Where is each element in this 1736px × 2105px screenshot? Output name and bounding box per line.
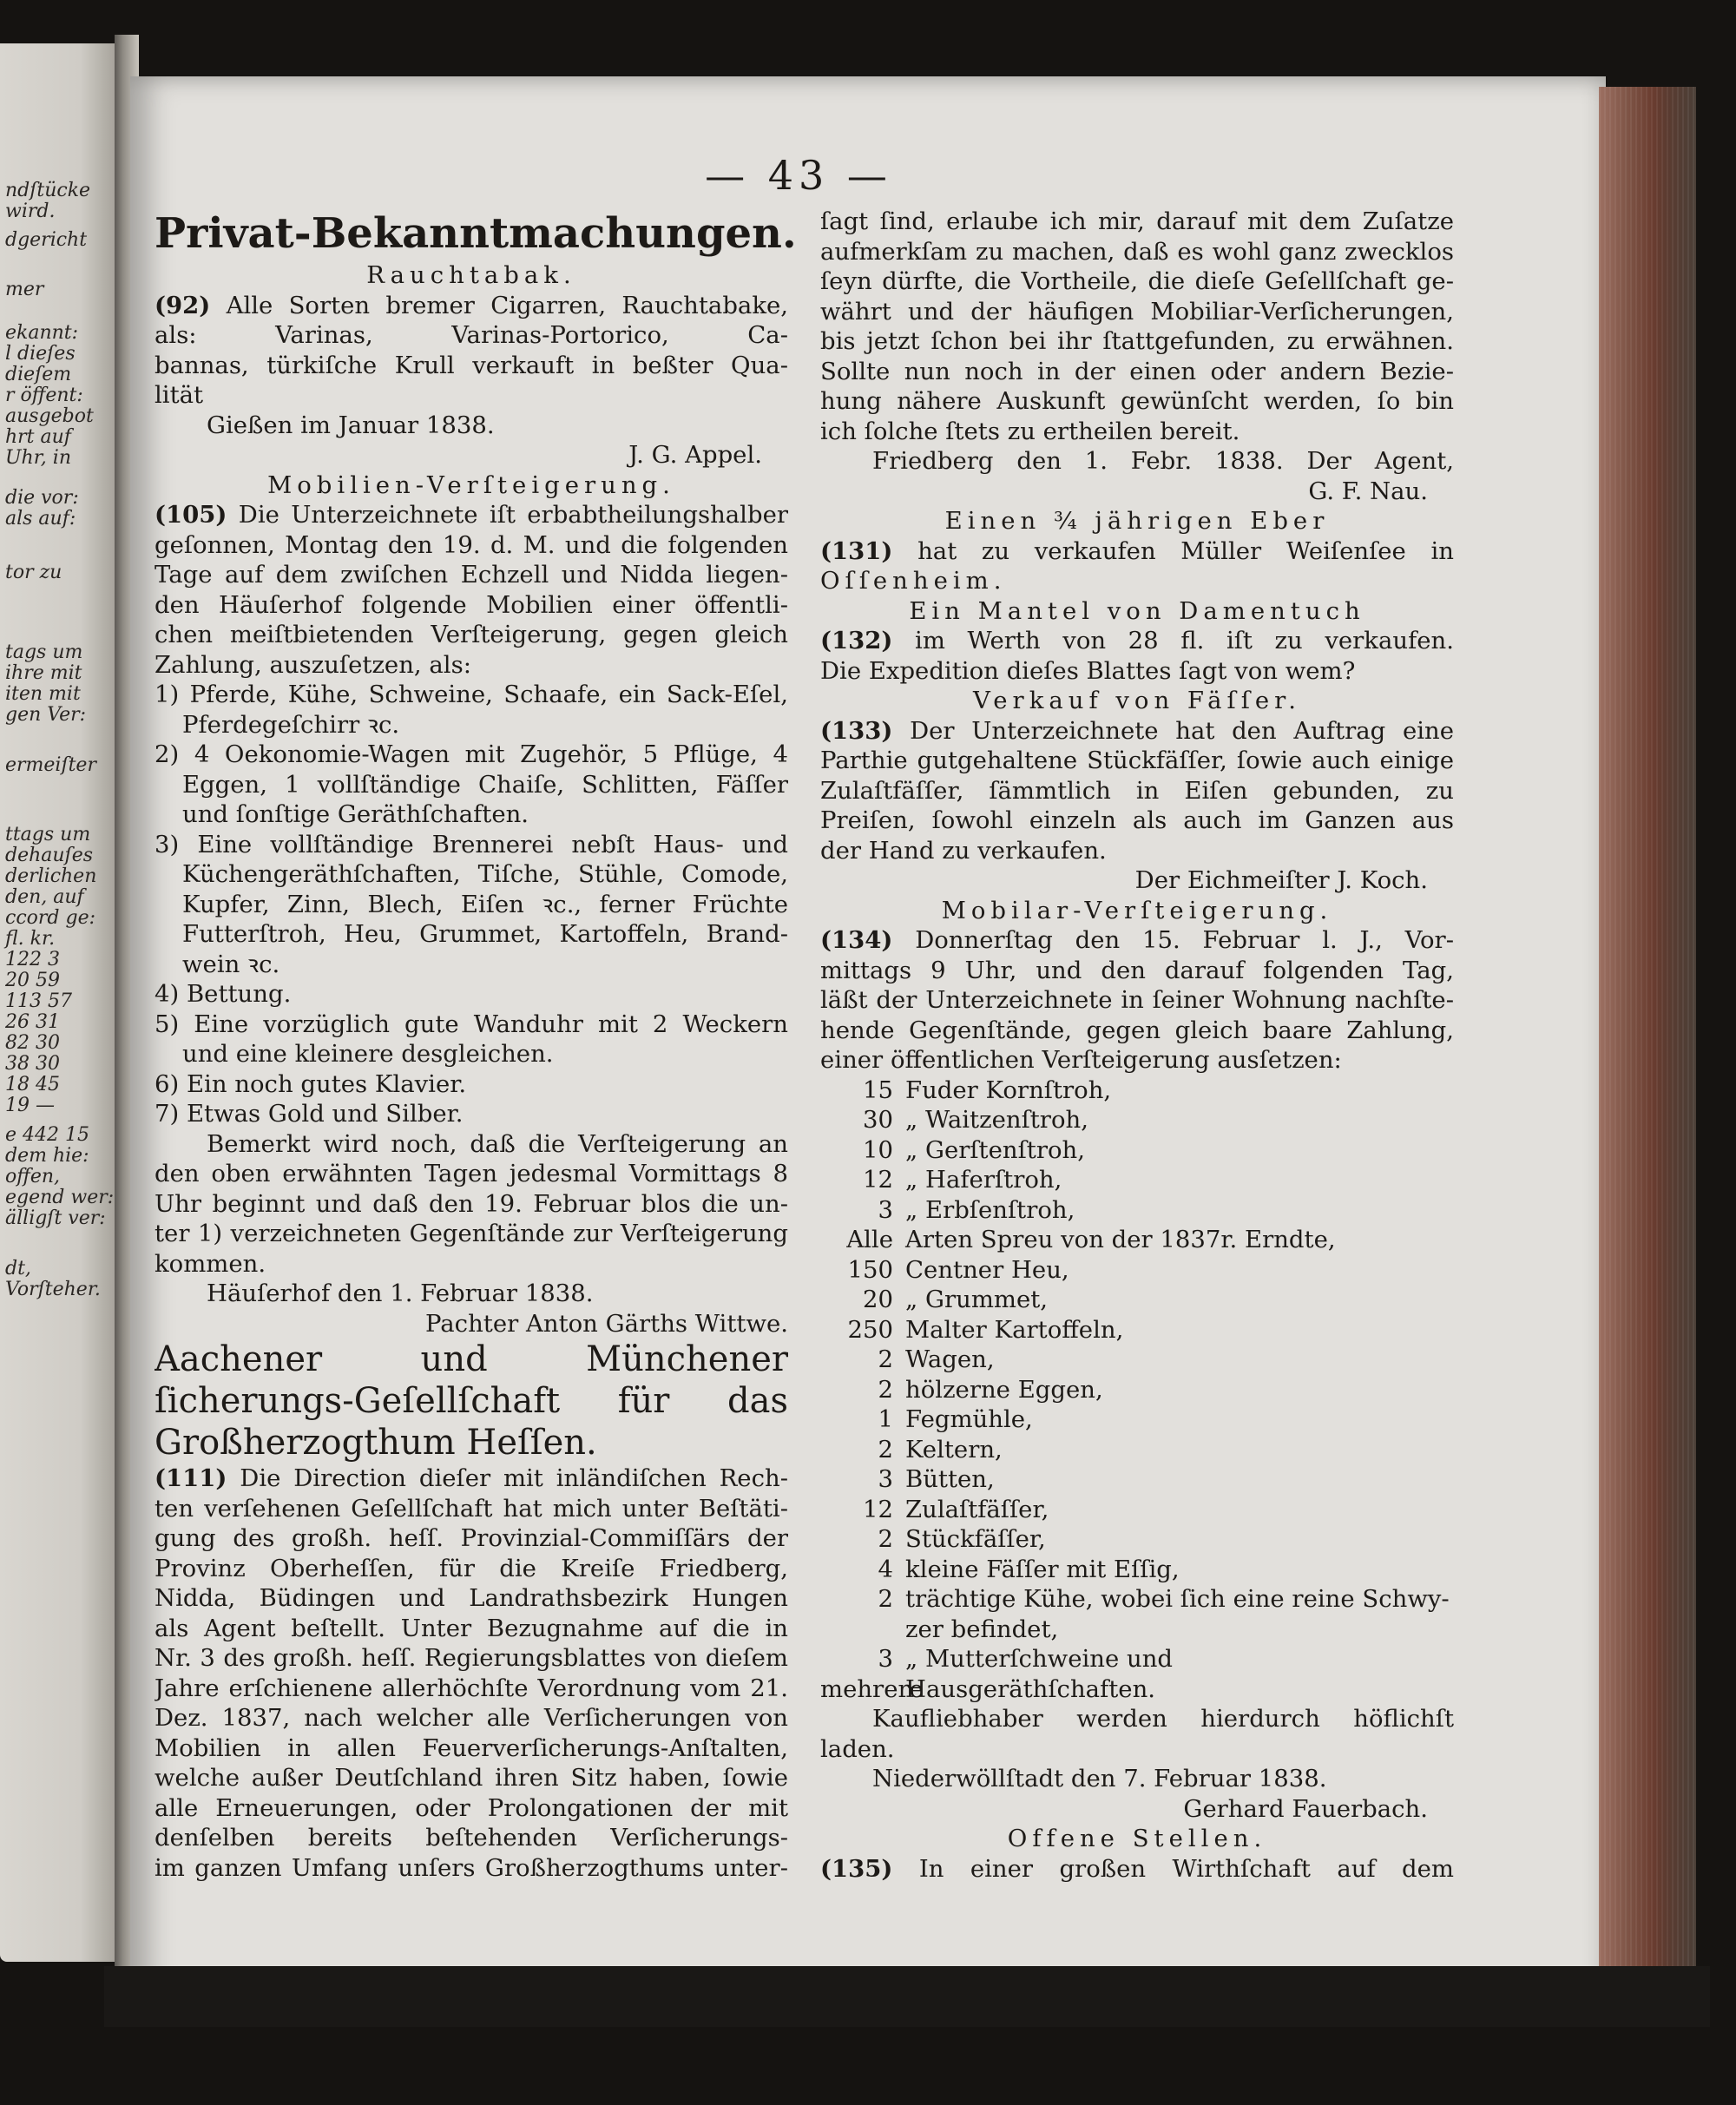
line-text: ich ſolche ſtets zu ertheilen bereit.	[820, 417, 1240, 445]
line-text: Die Unterzeichnete iſt erbabtheilungshalber	[238, 501, 788, 529]
text-line	[155, 1674, 788, 1704]
item-quantity: mehrere	[820, 1674, 924, 1703]
line-text: hende Gegenſtände, gegen gleich baare Zahlung,	[820, 1016, 1454, 1044]
line-text: „ Waitzenſtroh,	[905, 1106, 1088, 1134]
line-text: Mobilien-Verſteigerung.	[267, 470, 675, 499]
line-text: 5) Eine vorzüglich gute Wanduhr mit 2 Weckern	[155, 1010, 788, 1038]
line-text: 6) Ein noch gutes Klavier.	[155, 1069, 467, 1098]
left-page-fragment: ermeiſter	[5, 754, 96, 776]
line-text: Hausgeräthſchaften.	[905, 1674, 1156, 1703]
text-line	[820, 477, 1454, 507]
line-text: Alle Sorten bremer Cigarren, Rauchtabake,	[226, 291, 788, 319]
line-text: bannas, türkiſche Krull verkauft in beßter Qua-	[155, 351, 788, 379]
line-text: Sollte nun noch in der einen oder andern Bezie-	[820, 357, 1454, 385]
text-line	[155, 590, 788, 621]
left-page-fragment: dem hie:	[5, 1145, 89, 1167]
left-page-fragment: 122 3	[5, 949, 60, 970]
line-text: Zulaſtfäſſer,	[905, 1495, 1049, 1523]
line-text: Privat-Bekanntmachungen.	[155, 209, 797, 258]
line-text: Verkauf von Fäſſer.	[972, 687, 1302, 714]
item-quantity: 2	[878, 1375, 893, 1404]
text-line	[155, 207, 797, 260]
text-line	[820, 506, 1454, 536]
text-line	[820, 806, 1454, 836]
notice-number: (92)	[155, 291, 211, 319]
line-text: 1) Pferde, Kühe, Schweine, Schaafe, ein Sack-Eſel,	[155, 681, 788, 708]
text-line	[820, 656, 1454, 687]
text-line	[155, 950, 788, 980]
text-line	[155, 500, 788, 530]
text-line	[155, 1523, 788, 1554]
line-text: Einen ¾ jährigen Eber	[944, 507, 1330, 535]
text-line	[820, 1225, 1454, 1255]
line-text: ter 1) verzeichneten Gegenſtände zur Verſteigerung	[155, 1220, 788, 1247]
text-line	[155, 1099, 788, 1129]
left-page-fragment: ttags um	[5, 824, 91, 845]
text-line	[820, 566, 1454, 596]
line-text: G. F. Nau.	[1308, 477, 1428, 505]
left-page-fragment: 38 30	[5, 1053, 60, 1075]
notice-number: (134)	[820, 926, 893, 954]
text-line	[820, 207, 1454, 237]
line-text: Großherzogthum Heſſen.	[155, 1423, 597, 1463]
line-text: Bemerkt wird noch, daß die Verſteigerung an	[207, 1129, 788, 1158]
line-text: Nr. 3 des großh. heſſ. Regierungsblattes von dieſem	[155, 1644, 788, 1672]
left-page-fragment: dgericht	[5, 229, 88, 251]
line-text: Preiſen, ſowohl einzeln als auch im Ganzen aus	[820, 806, 1454, 834]
text-line	[155, 799, 788, 830]
line-text: Dez. 1837, nach welcher alle Verſicherungen von	[155, 1704, 788, 1732]
line-text: zer befindet,	[905, 1615, 1059, 1643]
notice-number: (111)	[155, 1464, 227, 1492]
left-page-fragment: ihre mit	[5, 662, 82, 684]
text-line	[155, 1703, 788, 1733]
line-text: Gießen im Januar 1838.	[207, 411, 495, 439]
line-text: aufmerkſam zu machen, daß es wohl ganz zwecklos	[820, 237, 1454, 266]
left-page-fragment: 82 30	[5, 1032, 60, 1054]
line-text: bis jetzt ſchon bei ihr ſtattgefunden, zu erwähnen.	[820, 327, 1454, 355]
text-line	[155, 1380, 788, 1422]
line-text: Donnerſtag den 15. Februar l. J., Vor-	[915, 926, 1454, 954]
text-line	[820, 1105, 1454, 1135]
notice-number: (131)	[820, 536, 893, 565]
left-page-fragment: 26 31	[5, 1011, 60, 1033]
item-quantity: 3	[878, 1645, 893, 1673]
text-line	[155, 1129, 788, 1160]
text-line	[155, 351, 788, 381]
line-text: Mobilien in allen Feuerverſicherungs-Anſtalten,	[155, 1733, 788, 1762]
left-page-fragment: dieſem	[5, 364, 72, 385]
left-page-fragment: iten mit	[5, 683, 81, 705]
left-page-fragment: ndſtücke	[5, 180, 91, 201]
text-line	[155, 1039, 788, 1069]
left-page-fragment: als auf:	[5, 508, 76, 530]
text-line	[155, 680, 788, 710]
line-text: Häuſerhof den 1. Februar 1838.	[207, 1279, 594, 1307]
text-line	[155, 1279, 788, 1309]
line-text: Mobilar-Verſteigerung.	[941, 896, 1333, 924]
text-line	[155, 1464, 788, 1494]
line-text: Stückfäſſer,	[905, 1525, 1046, 1553]
text-line	[820, 297, 1454, 327]
page-number: — 43 —	[705, 152, 892, 199]
line-text: Nidda, Büdingen und Landrathsbezirk Hungen	[155, 1584, 788, 1612]
item-quantity: 3	[878, 1465, 893, 1493]
left-page-fragment: e 442 15	[5, 1124, 89, 1146]
line-text: und ſonſtige Geräthſchaften.	[182, 800, 529, 828]
left-page-fragment: Uhr, in	[5, 447, 72, 469]
text-line	[820, 1315, 1454, 1345]
text-line	[155, 740, 788, 770]
text-line	[155, 1793, 788, 1824]
item-quantity: 150	[847, 1255, 893, 1284]
line-text: Gerhard Fauerbach.	[1183, 1794, 1428, 1823]
text-line	[820, 326, 1454, 357]
item-quantity: 4	[878, 1555, 893, 1583]
left-page-fragment: 113 57	[5, 990, 72, 1012]
text-line	[820, 746, 1454, 776]
line-text: alle Erneuerungen, oder Prolongationen der mit	[155, 1793, 788, 1822]
notice-number: (135)	[820, 1854, 893, 1883]
page-block-edge	[1599, 87, 1696, 1992]
line-text: Fuder Kornſtroh,	[905, 1076, 1112, 1104]
book-cover-bottom	[104, 1966, 1710, 2027]
text-line	[820, 1644, 1454, 1674]
line-text: 2) 4 Oekonomie-Wagen mit Zugehör, 5 Pflüge, 4	[155, 740, 788, 768]
item-quantity: Alle	[846, 1226, 893, 1253]
line-text: gung des großh. heſſ. Provinzial-Commiſſärs der	[155, 1524, 788, 1552]
left-page-fragment: wird.	[5, 201, 56, 222]
line-text: Fegmühle,	[905, 1405, 1033, 1433]
line-text: im ganzen Umfang unſers Großherzogthums unter-	[155, 1853, 788, 1882]
text-line	[820, 1195, 1454, 1226]
line-text: Pferdegeſchirr ꝛc.	[182, 710, 400, 739]
text-line	[155, 291, 788, 321]
item-quantity: 250	[847, 1315, 893, 1344]
line-text: Eggen, 1 vollſtändige Chaiſe, Schlitten, Fäſſer	[182, 770, 788, 799]
line-text: geſonnen, Montag den 19. d. M. und die folgenden	[155, 530, 788, 559]
text-line	[155, 770, 788, 800]
line-text: mittags 9 Uhr, und den darauf folgenden Tag,	[820, 956, 1454, 984]
line-text: Rauchtabak.	[366, 261, 576, 289]
text-line	[820, 1016, 1454, 1046]
text-line	[820, 237, 1454, 267]
left-page-fragment: offen,	[5, 1166, 61, 1187]
item-quantity: 2	[878, 1525, 893, 1553]
line-text: als Agent beſtellt. Unter Bezugnahme auf die in	[155, 1614, 788, 1642]
item-quantity: 20	[863, 1286, 893, 1313]
text-line	[820, 626, 1454, 656]
text-line	[155, 1189, 788, 1220]
line-text: J. G. Appel.	[628, 441, 762, 469]
text-line	[820, 1135, 1454, 1166]
text-line	[820, 1584, 1454, 1615]
line-text: einer öffentlichen Verſteigerung ausſetzen:	[820, 1046, 1342, 1074]
text-line	[820, 1555, 1454, 1585]
text-line	[155, 1614, 788, 1644]
line-text: Wagen,	[905, 1345, 995, 1373]
left-page-fragment: 20 59	[5, 970, 60, 991]
line-text: Offene Stellen.	[1007, 1825, 1267, 1852]
text-line	[820, 357, 1454, 387]
text-line	[155, 1010, 788, 1040]
line-text: Kupfer, Zinn, Blech, Eiſen ꝛc., ferner Früchte	[182, 890, 788, 918]
line-text: Keltern,	[905, 1435, 1003, 1464]
text-line	[820, 1704, 1454, 1734]
line-text: Die Direction dieſer mit inländiſchen Rech-	[240, 1464, 788, 1492]
line-text: „ Mutterſchweine und	[905, 1645, 1174, 1673]
line-text: In einer großen Wirthſchaft auf dem	[918, 1854, 1454, 1883]
text-line	[155, 1249, 788, 1279]
text-line	[820, 1435, 1454, 1465]
line-text: kleine Fäſſer mit Eſſig,	[905, 1555, 1180, 1583]
text-line	[820, 1495, 1454, 1525]
left-page-fragment: fl. kr.	[5, 928, 56, 950]
line-text: Ein Mantel von Damentuch	[909, 596, 1365, 625]
line-text: welche außer Deutſchland ihren Sitz haben, ſowie	[155, 1764, 788, 1792]
line-text: Arten Spreu von der 1837r. Erndte,	[905, 1226, 1336, 1253]
line-text: 3) Eine vollſtändige Brennerei nebſt Haus- und	[155, 830, 788, 858]
line-text: ſicherungs-Geſellſchaft für das	[155, 1381, 788, 1421]
line-text: Oſſenheim.	[820, 567, 1007, 595]
line-text: 4) Bettung.	[155, 980, 292, 1008]
line-text: Aachener und Münchener	[155, 1339, 788, 1379]
text-line	[820, 1464, 1454, 1495]
text-line	[155, 1069, 788, 1100]
left-page-fragment: ekannt:	[5, 322, 79, 344]
text-line	[155, 1339, 788, 1380]
item-quantity: 12	[863, 1166, 893, 1194]
left-page-fragment: 18 45	[5, 1074, 60, 1095]
text-line	[155, 380, 788, 411]
text-line	[155, 620, 788, 650]
text-line	[820, 1764, 1454, 1794]
line-text: Zulaſtfäſſer, ſämmtlich in Eiſen gebunden, zu	[820, 776, 1454, 805]
text-line	[820, 417, 1454, 447]
notice-number: (105)	[155, 501, 227, 529]
notice-number: (132)	[820, 627, 893, 655]
text-line	[820, 1404, 1454, 1435]
line-text: chen meiſtbietenden Verſteigerung, gegen gleich	[155, 621, 788, 648]
text-line	[155, 650, 788, 681]
left-page-fragment: ccord ge:	[5, 907, 95, 929]
line-text: hat zu verkaufen Müller Weiſenſee in	[917, 536, 1454, 565]
left-page-fragment: die vor:	[5, 487, 79, 509]
left-column	[155, 207, 797, 1883]
text-line	[155, 1583, 788, 1614]
text-line	[155, 979, 788, 1010]
text-line	[820, 686, 1454, 716]
text-line	[155, 1309, 788, 1339]
text-line	[820, 1615, 1454, 1645]
left-page-fragment: derlichen	[5, 865, 97, 887]
text-line	[155, 710, 788, 740]
text-line	[155, 440, 788, 470]
left-page-fragment: gen Ver:	[5, 704, 87, 726]
text-line	[820, 536, 1454, 567]
text-line	[820, 836, 1454, 866]
left-page-fragment: dt,	[5, 1258, 31, 1279]
text-line	[820, 1076, 1454, 1106]
text-line	[820, 386, 1454, 417]
text-line	[155, 320, 788, 351]
text-line	[155, 530, 788, 561]
line-text: 7) Etwas Gold und Silber.	[155, 1100, 464, 1128]
text-line	[820, 446, 1454, 477]
text-line	[820, 1524, 1454, 1555]
left-page-fragment: egend wer:	[5, 1187, 115, 1208]
text-line	[820, 985, 1454, 1016]
text-line	[155, 1159, 788, 1189]
line-text: ſagt ſind, erlaube ich mir, darauf mit dem Zuſatze	[820, 207, 1454, 235]
line-text: wein ꝛc.	[182, 950, 280, 978]
line-text: Zahlung, auszuſetzen, als:	[155, 650, 471, 679]
text-line	[155, 890, 788, 920]
left-page-fragment: älligſt ver:	[5, 1207, 106, 1229]
text-line	[155, 470, 788, 501]
left-page-fragment: hrt auf	[5, 426, 71, 448]
line-text: Küchengeräthſchaften, Tiſche, Stühle, Comode,	[182, 860, 788, 888]
text-line	[155, 1643, 788, 1674]
text-line	[820, 776, 1454, 806]
line-text: lität	[155, 381, 204, 409]
item-quantity: 1	[878, 1405, 893, 1433]
text-line	[155, 1733, 788, 1764]
text-line	[820, 1375, 1454, 1405]
line-text: Malter Kartoffeln,	[905, 1315, 1124, 1344]
text-line	[155, 919, 788, 950]
text-line	[155, 560, 788, 590]
text-line	[820, 1045, 1454, 1076]
left-page-fragment: 19 —	[5, 1095, 55, 1116]
line-text: der Hand zu verkaufen.	[820, 836, 1107, 865]
item-quantity: 2	[878, 1345, 893, 1373]
left-page-fragment: mer	[5, 279, 44, 300]
text-line	[155, 1554, 788, 1584]
line-text: als: Varinas, Varinas-Portorico, Ca-	[155, 321, 788, 349]
item-quantity: 15	[863, 1076, 893, 1104]
line-text: Provinz Oberheſſen, für die Kreiſe Friedberg,	[155, 1554, 788, 1582]
left-page-fragment: dehauſes	[5, 845, 94, 866]
line-text: ten verſehenen Geſellſchaft hat mich unter Beſtäti-	[155, 1494, 788, 1523]
line-text: ſeyn dürfte, die Vortheile, die dieſe Geſellſchaft ge-	[820, 267, 1454, 295]
text-line	[155, 1219, 788, 1249]
left-page-fragment: den, auf	[5, 886, 84, 908]
text-line	[820, 1734, 1454, 1765]
text-line	[820, 925, 1454, 956]
item-quantity: 10	[863, 1135, 893, 1164]
line-text: Niederwöllſtadt den 7. Februar 1838.	[872, 1765, 1327, 1793]
item-quantity: 2	[878, 1585, 893, 1613]
text-line	[155, 830, 788, 860]
line-text: trächtige Kühe, wobei ſich eine reine Schwy-	[905, 1585, 1450, 1613]
line-text: Uhr beginnt und daß den 19. Februar blos die un-	[155, 1189, 788, 1218]
right-column	[820, 207, 1454, 1884]
line-text: Die Expedition dieſes Blattes ſagt von wem?	[820, 656, 1356, 685]
line-text: Futterſtroh, Heu, Grummet, Kartoffeln, Brand-	[182, 920, 788, 948]
line-text: im Werth von 28 fl. iſt zu verkaufen.	[915, 627, 1454, 655]
line-text: Bütten,	[905, 1465, 995, 1493]
item-quantity: 30	[863, 1106, 893, 1134]
line-text: hung nähere Auskunft gewünſcht werden, ſo bin	[820, 387, 1454, 415]
text-line	[820, 1255, 1454, 1286]
line-text: kommen.	[155, 1249, 266, 1278]
line-text: „ Erbſenſtroh,	[905, 1195, 1075, 1224]
line-text: denſelben bereits beſtehenden Verſicherungs-	[155, 1824, 788, 1852]
line-text: Friedberg den 1. Febr. 1838. Der Agent,	[872, 447, 1454, 475]
line-text: „ Haferſtroh,	[905, 1166, 1062, 1194]
line-text: Tage auf dem zwiſchen Echzell und Nidda liegen-	[155, 561, 788, 589]
text-line	[820, 596, 1454, 627]
left-page-edge	[0, 43, 115, 1962]
line-text: Centner Heu,	[905, 1255, 1069, 1284]
text-line	[155, 1422, 788, 1464]
text-line	[820, 266, 1454, 297]
line-text: den Häuſerhof folgende Mobilien einer öffentli-	[155, 590, 788, 619]
left-page-fragment: r öffent:	[5, 385, 83, 406]
text-line	[155, 260, 788, 291]
line-text: hölzerne Eggen,	[905, 1375, 1103, 1404]
item-quantity: 3	[878, 1195, 893, 1224]
left-page-fragment: ausgebot	[5, 405, 94, 427]
item-quantity: 2	[878, 1435, 893, 1464]
line-text: „ Grummet,	[905, 1286, 1049, 1313]
text-line	[820, 896, 1454, 926]
line-text: währt und der häufigen Mobiliar-Verſicherungen,	[820, 297, 1454, 326]
notice-number: (133)	[820, 716, 893, 745]
text-line	[820, 1345, 1454, 1375]
left-page-fragment: tor zu	[5, 562, 62, 583]
left-page-fragment: l dieſes	[5, 343, 76, 365]
line-text: Kaufliebhaber werden hierdurch höflichſt	[872, 1705, 1454, 1733]
item-quantity: 12	[863, 1495, 893, 1523]
text-line	[820, 1285, 1454, 1315]
text-line	[820, 956, 1454, 986]
line-text: Der Unterzeichnete hat den Auftrag eine	[910, 716, 1454, 745]
text-line	[820, 1674, 1454, 1705]
line-text: Pachter Anton Gärths Wittwe.	[425, 1309, 788, 1338]
text-line	[820, 1854, 1454, 1885]
line-text: Jahre erſchienene allerhöchſte Verordnung vom 21.	[155, 1674, 788, 1702]
text-line	[155, 1823, 788, 1853]
line-text: laden.	[820, 1734, 895, 1763]
line-text: Parthie gutgehaltene Stückfäſſer, ſowie auch einige	[820, 747, 1454, 774]
line-text: und eine kleinere desgleichen.	[182, 1040, 554, 1068]
line-text: Der Eichmeiſter J. Koch.	[1134, 866, 1428, 894]
left-page-fragment: Vorſteher.	[5, 1279, 101, 1300]
text-line	[155, 411, 788, 441]
text-line	[820, 865, 1454, 896]
text-line	[155, 859, 788, 890]
line-text: den oben erwähnten Tagen jedesmal Vormittags 8	[155, 1160, 788, 1187]
text-line	[820, 1165, 1454, 1195]
text-line	[820, 716, 1454, 747]
left-page-fragment: tags um	[5, 641, 83, 663]
line-text: läßt der Unterzeichnete in ſeiner Wohnung nachſte-	[820, 986, 1454, 1014]
text-line	[820, 1824, 1454, 1854]
text-line	[820, 1794, 1454, 1825]
line-text: „ Gerſtenſtroh,	[905, 1135, 1085, 1164]
text-line	[155, 1494, 788, 1524]
text-line	[155, 1763, 788, 1793]
text-line	[155, 1853, 788, 1884]
